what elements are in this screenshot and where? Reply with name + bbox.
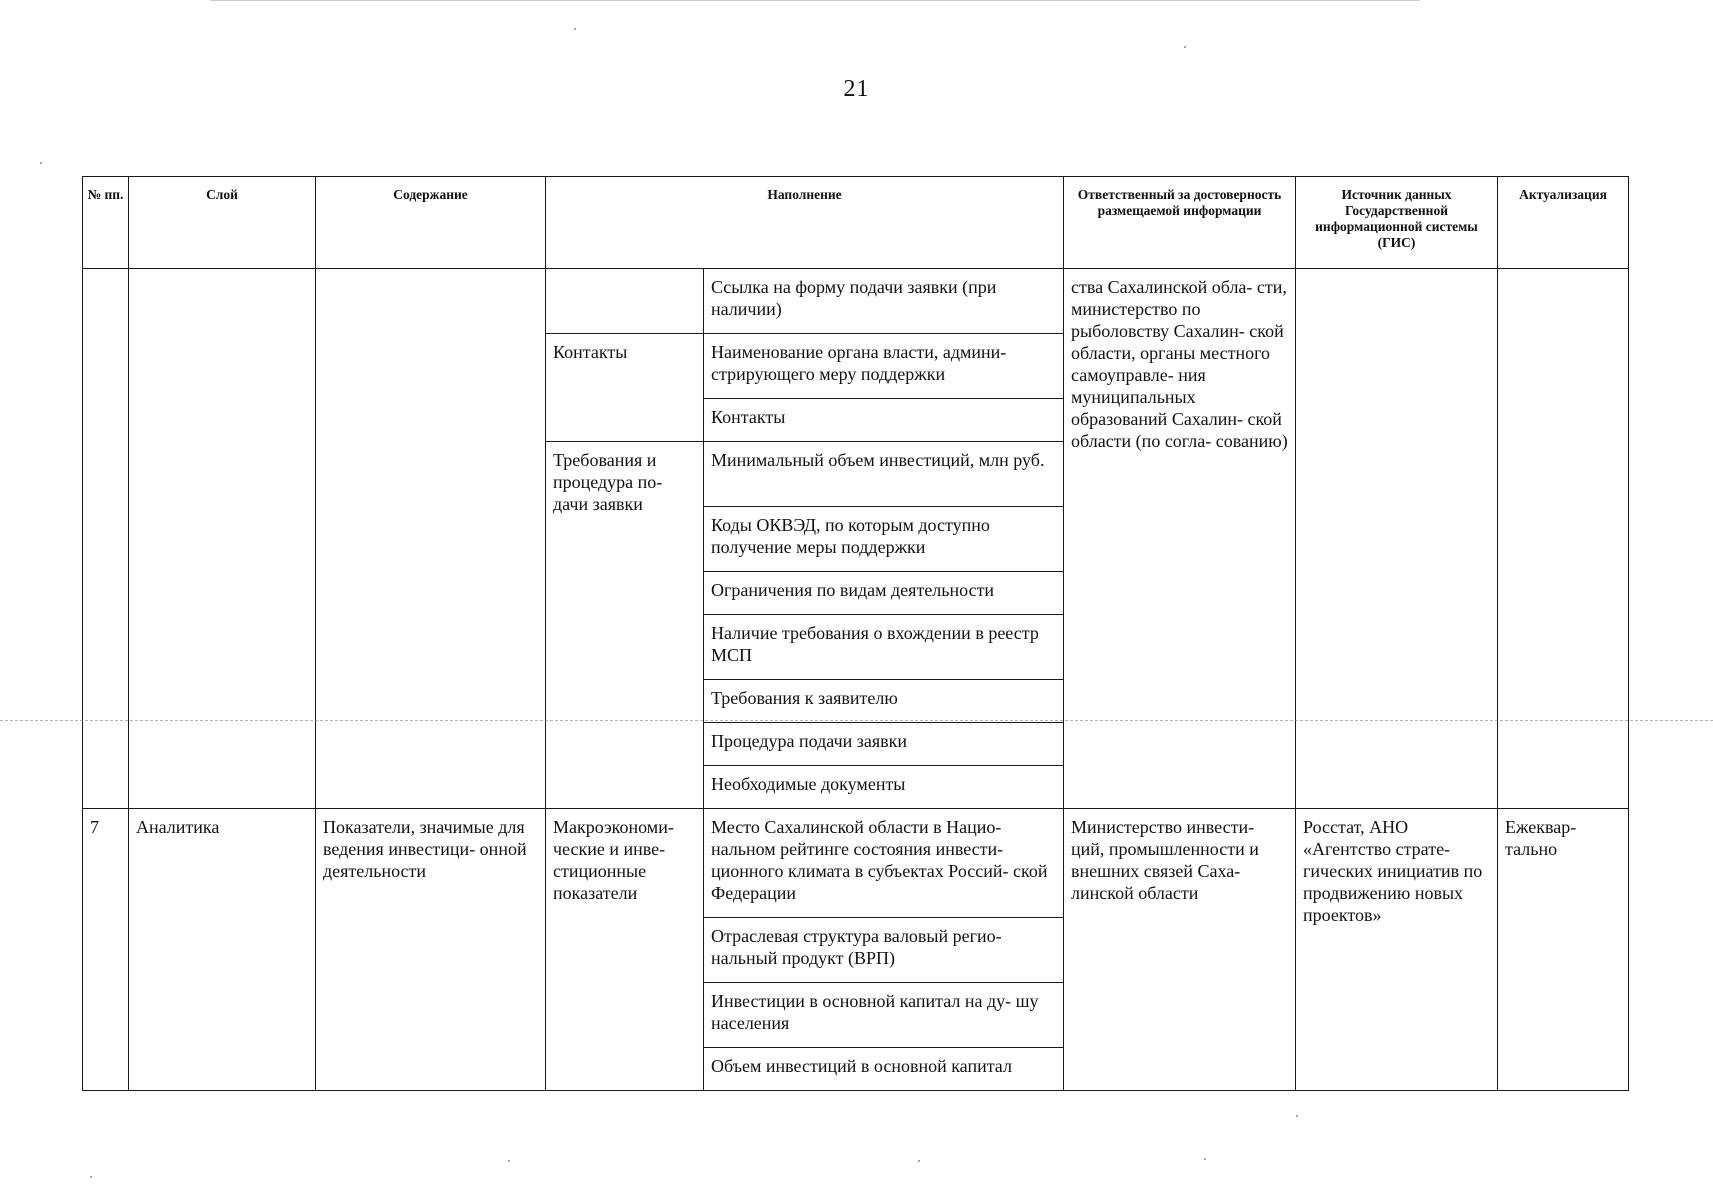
header-responsible: Ответственный за достоверность размещаемой информации [1064, 177, 1296, 269]
header-filling: Наполнение [546, 177, 1064, 269]
header-content: Содержание [316, 177, 546, 269]
header-layer: Слой [129, 177, 316, 269]
cont-num-cell [83, 269, 129, 809]
filling-item: Наличие требования о вхождении в реестр МСП [704, 615, 1064, 680]
filling-item: Минимальный объем инвестиций, млн руб. [704, 442, 1064, 507]
scan-top-edge [210, 0, 1420, 1]
row7-update: Ежеквар- тально [1498, 809, 1629, 1091]
filling-item: Процедура подачи заявки [704, 723, 1064, 766]
page-number: 21 [843, 76, 870, 102]
row7-num: 7 [83, 809, 129, 1091]
scan-speck [918, 1160, 920, 1162]
filling-item: Объем инвестиций в основной капитал [704, 1048, 1064, 1091]
row7-layer: Аналитика [129, 809, 316, 1091]
group-requirements: Требования и процедура по- дачи заявки [546, 442, 704, 809]
filling-item: Контакты [704, 399, 1064, 442]
row7-responsible: Министерство инвести- ций, промышленности и внешних связей Саха- линской области [1064, 809, 1296, 1091]
row7-source: Росстат, АНО «Агентство страте- гических инициатив по продвижению новых проектов» [1296, 809, 1498, 1091]
cont-responsible-cell: ства Сахалинской обла- сти, министерство по рыболовству Сахалин- ской области, органы местного самоуправле- ния муниципальных образований Сахалин- ской области (по согла- сованию) [1064, 269, 1296, 809]
table-header-row [83, 177, 1629, 269]
data-table [82, 176, 1629, 1091]
scan-speck [508, 1160, 510, 1162]
filling-item: Ограничения по видам деятельности [704, 572, 1064, 615]
scan-fold-line [0, 720, 1713, 722]
cont-layer-cell [129, 269, 316, 809]
header-num: № пп. [83, 177, 129, 269]
table-row [83, 809, 1629, 918]
scan-speck [1296, 1115, 1298, 1117]
filling-item: Ссылка на форму подачи заявки (при наличии) [704, 269, 1064, 334]
cont-content-cell [316, 269, 546, 809]
cont-source-cell [1296, 269, 1498, 809]
filling-item: Необходимые документы [704, 766, 1064, 809]
header-update: Актуализация [1498, 177, 1629, 269]
scan-speck [1204, 1158, 1206, 1160]
header-source: Источник данных Государственной информационной системы (ГИС) [1296, 177, 1498, 269]
cont-group-blank-cell [546, 269, 704, 334]
row7-group: Макроэкономи- ческие и инве- стиционные показатели [546, 809, 704, 1091]
filling-item: Коды ОКВЭД, по которым доступно получение меры поддержки [704, 507, 1064, 572]
group-contacts: Контакты [546, 334, 704, 442]
filling-item: Отраслевая структура валовый регио- нальный продукт (ВРП) [704, 918, 1064, 983]
filling-item: Место Сахалинской области в Нацио- нальном рейтинге состояния инвести- ционного климата в субъектах Россий- ской Федерации [704, 809, 1064, 918]
row7-content: Показатели, значимые для ведения инвестици- онной деятельности [316, 809, 546, 1091]
filling-item: Наименование органа власти, админи- стрирующего меру поддержки [704, 334, 1064, 399]
filling-item: Требования к заявителю [704, 680, 1064, 723]
cont-update-cell [1498, 269, 1629, 809]
scan-speck [90, 1176, 92, 1178]
scan-speck [1184, 46, 1186, 48]
scan-speck [40, 162, 42, 164]
filling-item: Инвестиции в основной капитал на ду- шу населения [704, 983, 1064, 1048]
scan-speck [574, 28, 576, 30]
table-row [83, 269, 1629, 334]
